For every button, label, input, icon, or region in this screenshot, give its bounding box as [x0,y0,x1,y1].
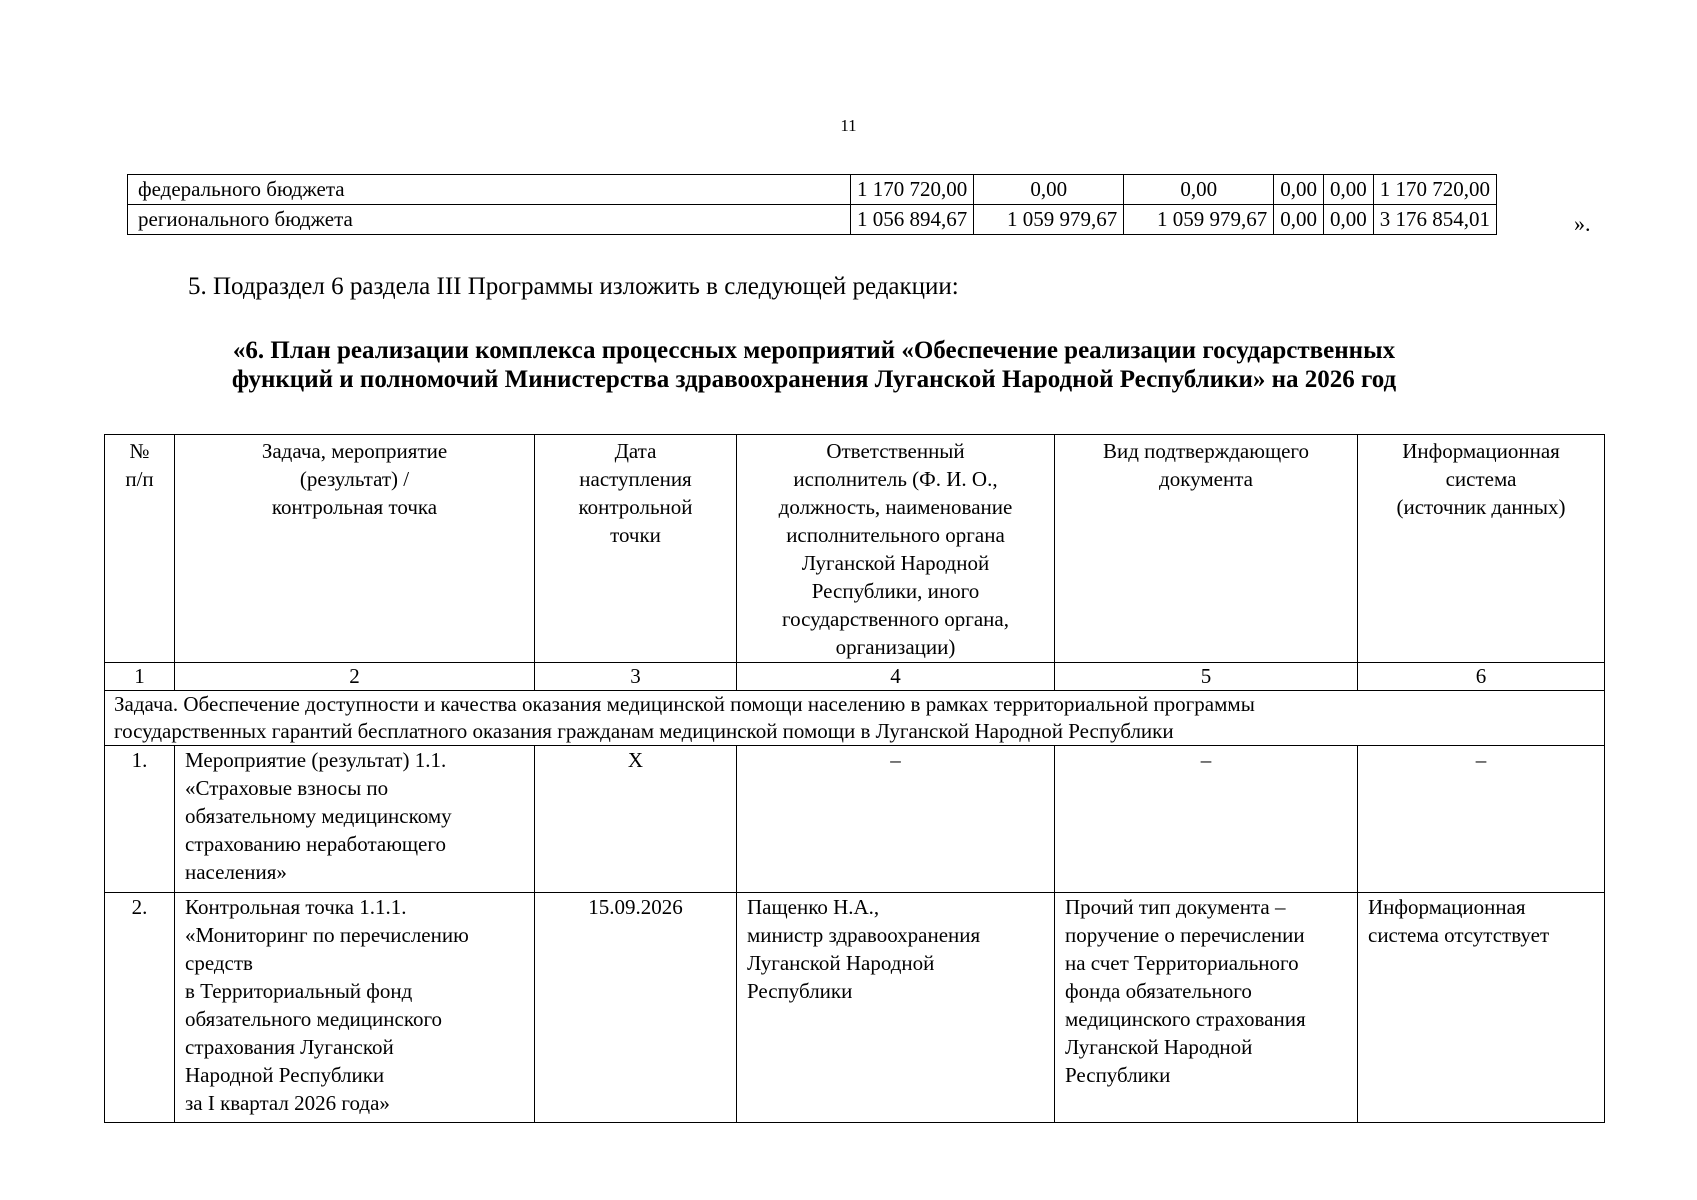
row-activity: Контрольная точка 1.1.1. «Мониторинг по перечислению средств в Территориальный фонд обязательного медицинского страхования Луганской Народной Республики за I квартал 2026 года» [175,893,535,1123]
row-activity: Мероприятие (результат) 1.1. «Страховые взносы по обязательному медицинскому страхованию неработающего населения» [175,746,535,893]
column-number: 2 [175,663,535,691]
column-number-row [105,663,1605,691]
task-row [105,691,1605,746]
row-document: Прочий тип документа – поручение о перечислении на счет Территориального фонда обязательного медицинского страхования Луганской Народной Республики [1055,893,1358,1123]
heading-line: функций и полномочий Министерства здравоохранения Луганской Народной Республики» на 2026 год [231,365,1397,393]
row-number: 2. [105,893,175,1123]
budget-value: 0,00 [1124,175,1274,205]
budget-value: 0,00 [1274,205,1324,235]
budget-value: 1 170 720,00 [1373,175,1496,205]
table-row [105,893,1605,1123]
column-number: 1 [105,663,175,691]
budget-table-fragment [127,174,1497,235]
amendment-paragraph: 5. Подраздел 6 раздела III Программы изложить в следующей редакции: [188,273,959,300]
header-cell-activity: Задача, мероприятие (результат) / контрольная точка [175,435,535,663]
header-cell-system: Информационная система (источник данных) [1358,435,1605,663]
column-number: 5 [1055,663,1358,691]
budget-row-regional [128,205,1497,235]
row-system: – [1358,746,1605,893]
budget-value: 1 056 894,67 [851,205,974,235]
row-executor: – [737,746,1055,893]
budget-value: 1 059 979,67 [1124,205,1274,235]
column-number: 4 [737,663,1055,691]
column-number: 6 [1358,663,1605,691]
budget-table [127,174,1497,235]
header-cell-number: № п/п [105,435,175,663]
plan-table-header [105,435,1605,663]
budget-value: 1 170 720,00 [851,175,974,205]
row-document: – [1055,746,1358,893]
closing-quote-mark: ». [1574,211,1591,236]
budget-value: 0,00 [1274,175,1324,205]
budget-value: 0,00 [1324,175,1374,205]
task-text: Задача. Обеспечение доступности и качества оказания медицинской помощи населению в рамках территориальной программы государственных гарантий бесплатного оказания гражданам медицинской помощи в Луганской Народной Республики [105,691,1605,746]
header-cell-executor: Ответственный исполнитель (Ф. И. О., должность, наименование исполнительного органа Луганской Народной Республики, иного государственного органа, организации) [737,435,1055,663]
table-row [105,746,1605,893]
page-number: 11 [840,116,857,135]
row-executor: Пащенко Н.А., министр здравоохранения Луганской Народной Республики [737,893,1055,1123]
row-number: 1. [105,746,175,893]
plan-table [104,434,1605,1123]
budget-value: 1 059 979,67 [974,205,1124,235]
row-date: 15.09.2026 [535,893,737,1123]
budget-row-label: федерального бюджета [128,175,851,205]
row-date: Х [535,746,737,893]
heading-line: «6. План реализации комплекса процессных мероприятий «Обеспечение реализации государственных [232,337,1396,364]
budget-value: 3 176 854,01 [1373,205,1496,235]
section-heading [100,337,1528,395]
header-cell-document: Вид подтверждающего документа [1055,435,1358,663]
budget-row-federal [128,175,1497,205]
column-number: 3 [535,663,737,691]
row-system: Информационная система отсутствует [1358,893,1605,1123]
header-cell-date: Дата наступления контрольной точки [535,435,737,663]
budget-row-label: регионального бюджета [128,205,851,235]
budget-value: 0,00 [1324,205,1374,235]
budget-value: 0,00 [974,175,1124,205]
